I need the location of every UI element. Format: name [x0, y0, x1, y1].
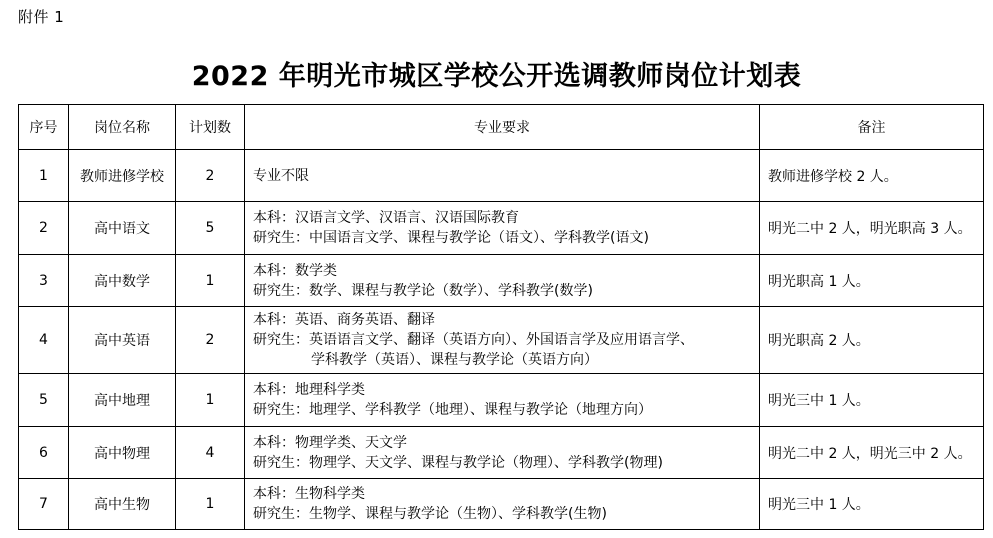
attachment-label: 附件 1	[18, 8, 65, 26]
requirement-line: 研究生：生物学、课程与教学论（生物）、学科教学(生物)	[253, 506, 607, 522]
row-count: 1	[176, 374, 245, 427]
requirement-line: 本科：数学类	[253, 262, 337, 279]
row-position: 高中物理	[69, 427, 176, 479]
requirement-line: 研究生：英语语言文学、翻译（英语方向）、外国语言学及应用语言学、	[253, 332, 694, 348]
row-no: 3	[19, 255, 69, 307]
row-note: 明光三中 1 人。	[760, 374, 984, 427]
table-row	[19, 427, 984, 479]
header-no: 序号	[19, 105, 69, 150]
row-requirements	[245, 427, 760, 479]
table-row	[19, 150, 984, 202]
row-position: 高中语文	[69, 202, 176, 255]
row-note: 明光二中 2 人，明光三中 2 人。	[760, 427, 984, 479]
row-position: 高中生物	[69, 479, 176, 530]
table-row	[19, 255, 984, 307]
requirement-line: 专业不限	[253, 167, 309, 184]
requirement-line: 本科：生物科学类	[253, 486, 365, 502]
row-requirements	[245, 307, 760, 374]
page-title: 2022 年明光市城区学校公开选调教师岗位计划表	[191, 61, 802, 92]
header-requirements: 专业要求	[245, 105, 760, 150]
row-position: 高中数学	[69, 255, 176, 307]
row-requirements	[245, 255, 760, 307]
row-no: 2	[19, 202, 69, 255]
row-requirements	[245, 374, 760, 427]
requirement-line: 本科：英语、商务英语、翻译	[253, 312, 435, 328]
requirement-line: 本科：汉语言文学、汉语言、汉语国际教育	[253, 210, 519, 226]
row-count: 2	[176, 150, 245, 202]
row-no: 6	[19, 427, 69, 479]
row-requirements	[245, 150, 760, 202]
row-position: 高中地理	[69, 374, 176, 427]
row-position: 教师进修学校	[69, 150, 176, 202]
row-count: 5	[176, 202, 245, 255]
row-note: 明光二中 2 人，明光职高 3 人。	[760, 202, 984, 255]
row-no: 1	[19, 150, 69, 202]
requirement-line: 学科教学（英语）、课程与教学论（英语方向）	[311, 352, 598, 368]
requirement-line: 研究生：数学、课程与教学论（数学）、学科教学(数学)	[253, 282, 593, 299]
plan-table	[18, 104, 984, 530]
row-count: 1	[176, 479, 245, 530]
header-count: 计划数	[176, 105, 245, 150]
row-note: 明光三中 1 人。	[760, 479, 984, 530]
row-count: 4	[176, 427, 245, 479]
requirement-line: 研究生：中国语言文学、课程与教学论（语文）、学科教学(语文)	[253, 230, 649, 246]
row-no: 4	[19, 307, 69, 374]
row-requirements	[245, 202, 760, 255]
row-no: 5	[19, 374, 69, 427]
row-note: 明光职高 1 人。	[760, 255, 984, 307]
requirement-line: 本科：地理科学类	[253, 382, 365, 398]
header-position: 岗位名称	[69, 105, 176, 150]
table-header-row	[19, 105, 984, 150]
row-note: 明光职高 2 人。	[760, 307, 984, 374]
row-position: 高中英语	[69, 307, 176, 374]
table-row	[19, 374, 984, 427]
table-row	[19, 307, 984, 374]
row-note: 教师进修学校 2 人。	[760, 150, 984, 202]
row-count: 1	[176, 255, 245, 307]
requirement-line: 本科：物理学类、天文学	[253, 434, 407, 451]
header-note: 备注	[760, 105, 984, 150]
requirement-line: 研究生：物理学、天文学、课程与教学论（物理）、学科教学(物理)	[253, 454, 663, 471]
requirement-line: 研究生：地理学、学科教学（地理）、课程与教学论（地理方向）	[253, 402, 652, 418]
row-requirements	[245, 479, 760, 530]
table-row	[19, 479, 984, 530]
row-no: 7	[19, 479, 69, 530]
row-count: 2	[176, 307, 245, 374]
table-row	[19, 202, 984, 255]
